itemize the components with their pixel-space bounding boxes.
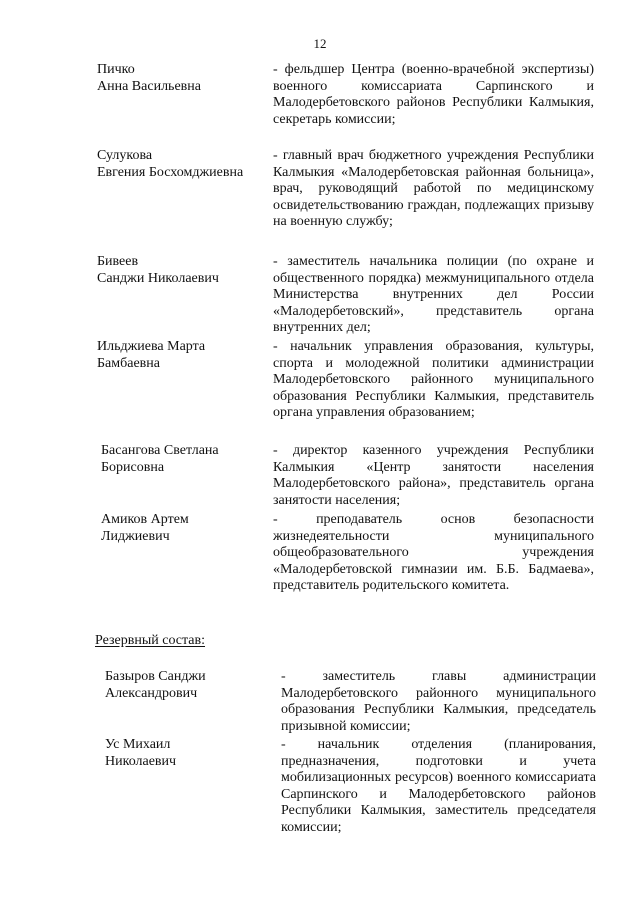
member-name: Базыров Санджи Александрович bbox=[105, 669, 206, 701]
member-name: Пичко Анна Васильевна bbox=[97, 62, 201, 94]
member-description: - заместитель главы администрации Малодербетовского районного муниципального образования Республики Калмыкия, председатель призывной комиссии; bbox=[281, 669, 596, 734]
member-description: - фельдшер Центра (военно-врачебной экспертизы) военного комиссариата Сарпинского и Малодербетовского районов Республики Калмыкия, секретарь комиссии; bbox=[273, 62, 594, 127]
member-description: - начальник управления образования, культуры, спорта и молодежной политики администрации Малодербетовского районного муниципального образования Республики Калмыкия, представитель органа управления образованием; bbox=[273, 339, 594, 420]
member-name: Ильджиева Марта Бамбаевна bbox=[97, 339, 206, 371]
member-description: - заместитель начальника полиции (по охране и общественного порядка) межмуниципального отдела Министерства внутренних дел России «Малодербетовский», представитель органа внутренних дел; bbox=[273, 254, 594, 335]
member-description: - начальник отделения (планирования, предназначения, подготовки и учета мобилизационных ресурсов) военного комиссариата Сарпинского и Малодербетовского районов Республики Калмыкия, заместитель председателя комиссии; bbox=[281, 737, 596, 835]
member-name: Амиков Артем Лиджиевич bbox=[101, 512, 189, 544]
member-name: Сулукова Евгения Босхомджиевна bbox=[97, 148, 244, 180]
page-number: 12 bbox=[313, 36, 327, 51]
reserve-section-heading: Резервный состав: bbox=[95, 633, 206, 648]
member-name: Бивеев Санджи Николаевич bbox=[97, 254, 219, 286]
member-description: - преподаватель основ безопасности жизнедеятельности муниципального общеобразовательного учреждения «Малодербетовской гимназии им. Б.Б. Бадмаева», представитель родительского комитета. bbox=[273, 512, 594, 593]
member-description: - директор казенного учреждения Республики Калмыкия «Центр занятости населения Малодербетовского района», представитель органа занятости населения; bbox=[273, 443, 594, 508]
member-description: - главный врач бюджетного учреждения Республики Калмыкия «Малодербетовская районная больница», врач, руководящий работой по медицинскому освидетельствованию граждан, подлежащих призыву на военную службу; bbox=[273, 148, 594, 229]
member-name: Басангова Светлана Борисовна bbox=[101, 443, 219, 475]
member-name: Ус Михаил Николаевич bbox=[105, 737, 177, 769]
